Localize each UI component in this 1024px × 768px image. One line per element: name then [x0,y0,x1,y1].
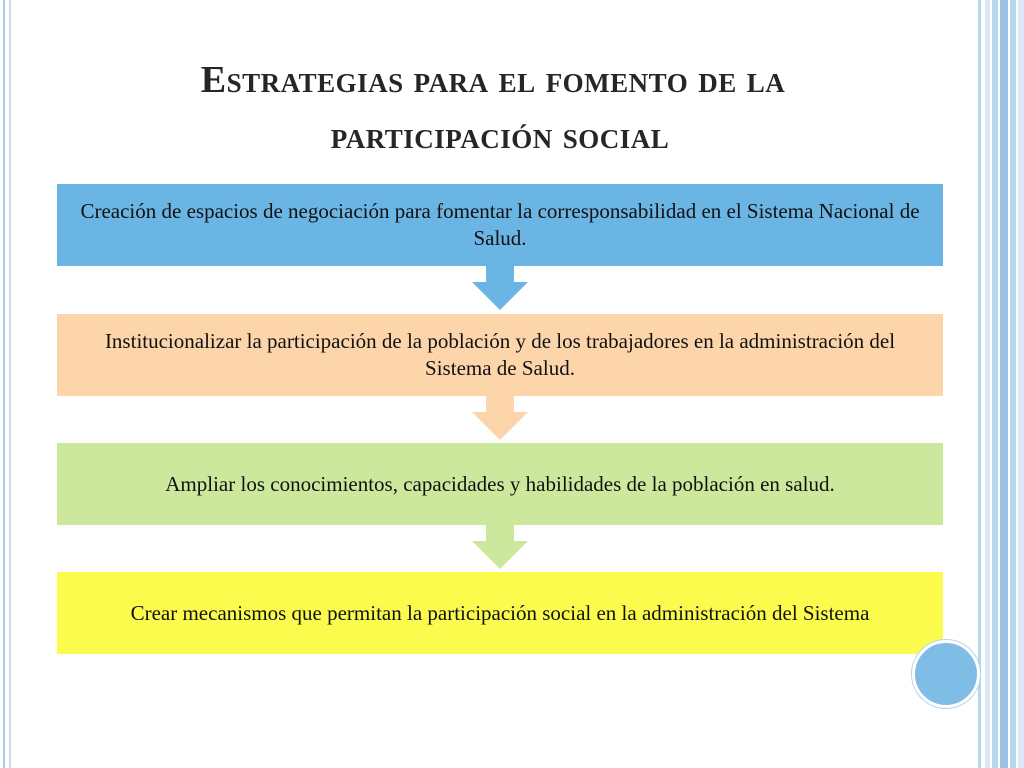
left-frame-line [3,0,5,768]
flow-arrow-2 [470,392,530,444]
flow-arrow-2-shape [472,392,528,440]
right-band-stripe-5 [1018,0,1024,768]
slide-title-line-1: Estrategias para el fomento de la [200,59,786,101]
left-frame-line-inner [9,0,11,768]
flow-step-3-text: Ampliar los conocimientos, capacidades y habilidades de la población en salud. [165,471,835,496]
flow-step-4 [57,572,943,654]
flow-step-1-text: Creación de espacios de negociación para fomentar la corresponsabilidad en el Sistema Nacional de Salud. [80,199,920,250]
right-band-stripe-4 [1010,0,1016,768]
flow-step-3 [57,443,943,525]
right-band-stripe-2 [992,0,998,768]
flow-step-2 [57,314,943,396]
decorative-circle [912,640,980,708]
right-band-stripe-1 [985,0,990,768]
flow-arrow-1 [470,262,530,314]
flow-step-4-text: Crear mecanismos que permitan la participación social en la administración del Sistema [130,600,870,625]
flow-arrow-3-shape [472,521,528,569]
right-band-stripe-3 [1000,0,1008,768]
flow-step-2-text: Institucionalizar la participación de la población y de los trabajadores en la administración del Sistema de Salud. [104,329,896,380]
right-band-outer [978,0,981,768]
slide-title [60,52,940,164]
flow-arrow-3 [470,521,530,573]
flow-arrow-1-shape [472,262,528,310]
flow-step-1 [57,184,943,266]
slide-title-line-2: participación social [330,115,670,157]
